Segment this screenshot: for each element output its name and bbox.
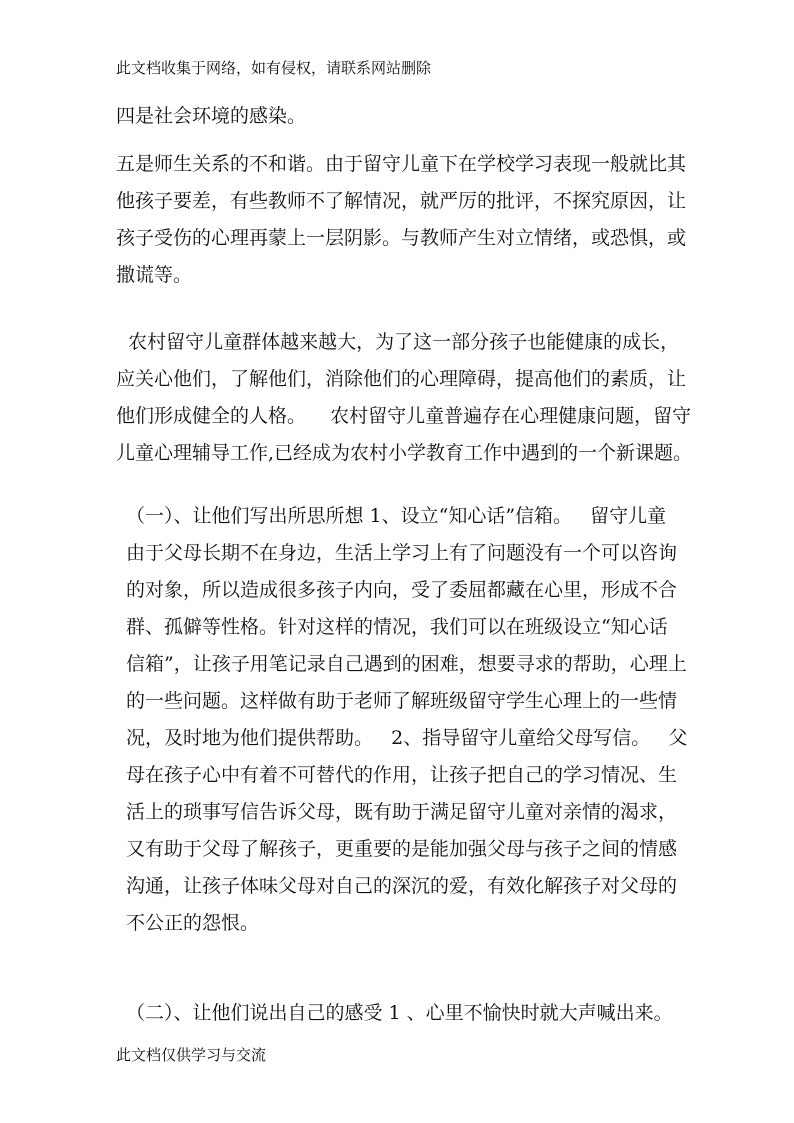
header-disclaimer: 此文档收集于网络，如有侵权，请联系网站删除 (116, 59, 432, 77)
text-line: 四是社会环境的感染。 (116, 105, 307, 127)
text-line: 群、孤僻等性格。针对这样的情况，我们可以在班级设立“知心话 (126, 616, 668, 638)
text-line: 活上的琐事写信告诉父母，既有助于满足留守儿童对亲情的渴求， (126, 801, 678, 823)
text-line: 农村留守儿童群体越来越大，为了这一部分孩子也能健康的成长， (116, 331, 680, 353)
text-line: 由于父母长期不在身边，生活上学习上有了问题没有一个可以咨询 (126, 542, 678, 564)
text-line: 他孩子要差，有些教师不了解情况，就严厉的批评，不探究原因，让 (116, 190, 687, 212)
text-line: 母在孩子心中有着不可替代的作用，让孩子把自己的学习情况、生 (126, 764, 678, 786)
text-line: 撒谎等。 (116, 264, 193, 286)
paragraph-teacher-student-relation (116, 146, 696, 294)
text-line: 的对象，所以造成很多孩子内向，受了委屈都藏在心里，形成不合 (126, 579, 678, 601)
footer-disclaimer: 此文档仅供学习与交流 (116, 1046, 267, 1064)
paragraph-section-one (126, 498, 706, 942)
text-line: 的一些问题。这样做有助于老师了解班级留守学生心理上的一些情 (126, 690, 678, 712)
text-line: 五是师生关系的不和谐。由于留守儿童下在学校学习表现一般就比其 (116, 153, 687, 175)
text-line: 信箱”，让孩子用笔记录自己遇到的困难，想要寻求的帮助，心理上 (126, 653, 687, 675)
paragraph-rural-left-behind-children (116, 324, 696, 472)
text-line: 儿童心理辅导工作,已经成为农村小学教育工作中遇到的一个新课题。 (116, 442, 693, 464)
text-line: （二）、让他们说出自己的感受 1 、心里不愉快时就大声喊出来。 (126, 1002, 673, 1024)
paragraph-section-two (126, 995, 706, 1032)
text-line: 应关心他们，了解他们，消除他们的心理障碍，提高他们的素质，让 (116, 368, 687, 390)
text-line: 孩子受伤的心理再蒙上一层阴影。与教师产生对立情绪，或恐惧，或 (116, 227, 687, 249)
text-line: 他们形成健全的人格。 农村留守儿童普遍存在心理健康问题，留守 (116, 405, 692, 427)
paragraph-social-environment (116, 98, 696, 135)
text-line: 沟通，让孩子体味父母对自己的深沉的爱，有效化解孩子对父母的 (126, 875, 678, 897)
text-line: 不公正的怨恨。 (126, 912, 260, 934)
text-line: 况，及时地为他们提供帮助。 2、指导留守儿童给父母写信。 父 (126, 727, 688, 749)
text-line: 又有助于父母了解孩子，更重要的是能加强父母与孩子之间的情感 (126, 838, 678, 860)
text-line: （一）、让他们写出所思所想 1、设立“知心话”信箱。 留守儿童 (126, 505, 667, 527)
